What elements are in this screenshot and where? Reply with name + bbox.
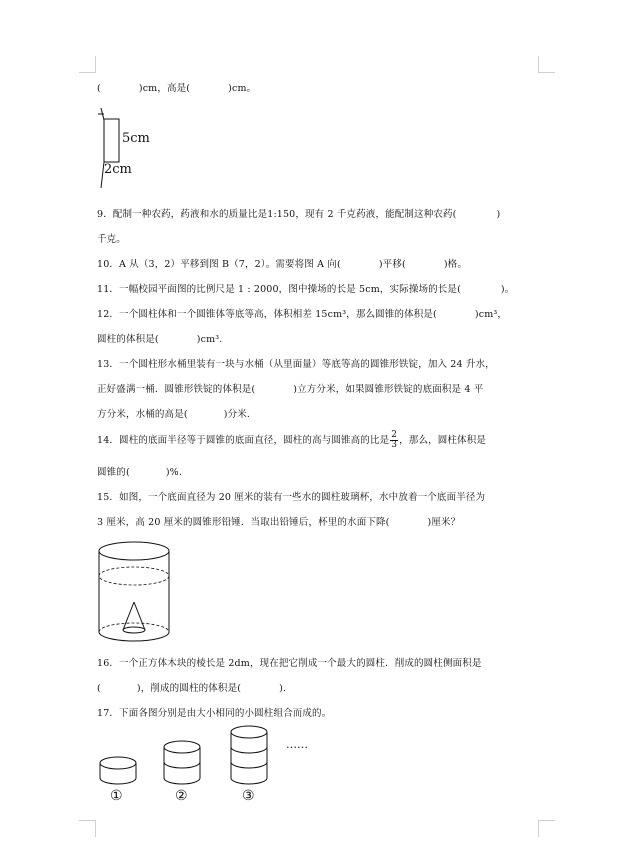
q16-line2: ( )，削成的圆柱的体积是( ). bbox=[97, 683, 287, 694]
page-corner-bottom-right bbox=[538, 820, 555, 837]
figure-label-1: ① bbox=[110, 788, 123, 804]
q14-line1: 14．圆柱的底面半径等于圆锥的底面直径，圆柱的高与圆锥高的比是 $\frac{2}{3}$ ，那么，圆柱体积是 bbox=[97, 430, 486, 450]
page-corner-bottom-left bbox=[79, 820, 96, 837]
q13-line3: 方分米，水桶的高是( )分米. bbox=[97, 409, 251, 420]
cylinder-stack-1 bbox=[100, 757, 136, 784]
ellipsis: …… bbox=[286, 738, 308, 751]
q13-line2: 正好盛满一桶．圆锥形铁锭的体积是( )立方分米，如果圆锥形铁锭的底面积是 4 平 bbox=[97, 384, 484, 395]
stacked-cylinders-figure bbox=[96, 724, 326, 814]
ratio-fraction: $\frac{2}{3}$ bbox=[391, 430, 398, 450]
q16-line1: 16．一个正方体木块的棱长是 2dm，现在把它削成一个最大的圆柱．削成的圆柱侧面积是 bbox=[97, 658, 482, 669]
q10-line: 10．A 从（3，2）平移到图 B（7，2）。需要将图 A 向( )平移( )格。 bbox=[97, 259, 467, 270]
page-corner-top-left bbox=[79, 56, 96, 73]
q15-line1: 15．如图，一个底面直径为 20 厘米的装有一些水的圆柱玻璃杯，水中放着一个底面半径为 bbox=[97, 492, 486, 503]
width-label: 2cm bbox=[104, 162, 132, 177]
q14-line2: 圆锥的( )%. bbox=[97, 467, 183, 478]
rectangle-diagram bbox=[94, 106, 164, 192]
glass-cylinder-figure bbox=[96, 540, 172, 645]
cylinder-cone-diagram bbox=[96, 540, 172, 645]
q15-line2: 3 厘米，高 20 厘米的圆锥形铅锤．当取出铅锤后，杯里的水面下降( )厘米？ bbox=[97, 517, 461, 528]
q11-line: 11．一幅校园平面图的比例尺是 1 : 2000，图中操场的长是 5cm，实际操场的长是( )。 bbox=[97, 284, 515, 295]
q12-line1: 12．一个圆柱体和一个圆锥体等底等高，体积相差 15cm³，那么圆锥的体积是( )cm³， bbox=[97, 309, 507, 320]
figure-label-2: ② bbox=[175, 788, 188, 804]
page-corner-top-right bbox=[538, 56, 555, 73]
rectangle-figure bbox=[94, 106, 164, 192]
cylinder-stack-2 bbox=[164, 741, 200, 784]
q17-line: 17．下面各图分别是由大小相同的小圆柱组合而成的。 bbox=[97, 708, 332, 719]
q9-line2: 千克。 bbox=[97, 234, 126, 245]
q12-line2: 圆柱的体积是( )cm³. bbox=[97, 334, 223, 345]
q8-answer-line: ( )cm，高是( )cm。 bbox=[97, 83, 257, 94]
cylinder-stack-3 bbox=[231, 726, 267, 784]
q9-line1: 9．配制一种农药，药液和水的质量比是1:150，现有 2 千克药液，能配制这种农药( ) bbox=[97, 209, 501, 220]
height-label: 5cm bbox=[122, 131, 150, 146]
figure-label-3: ③ bbox=[242, 788, 255, 804]
q13-line1: 13．一个圆柱形水桶里装有一块与水桶（从里面量）等底等高的圆锥形铁锭，加入 24 升水， bbox=[97, 359, 495, 370]
